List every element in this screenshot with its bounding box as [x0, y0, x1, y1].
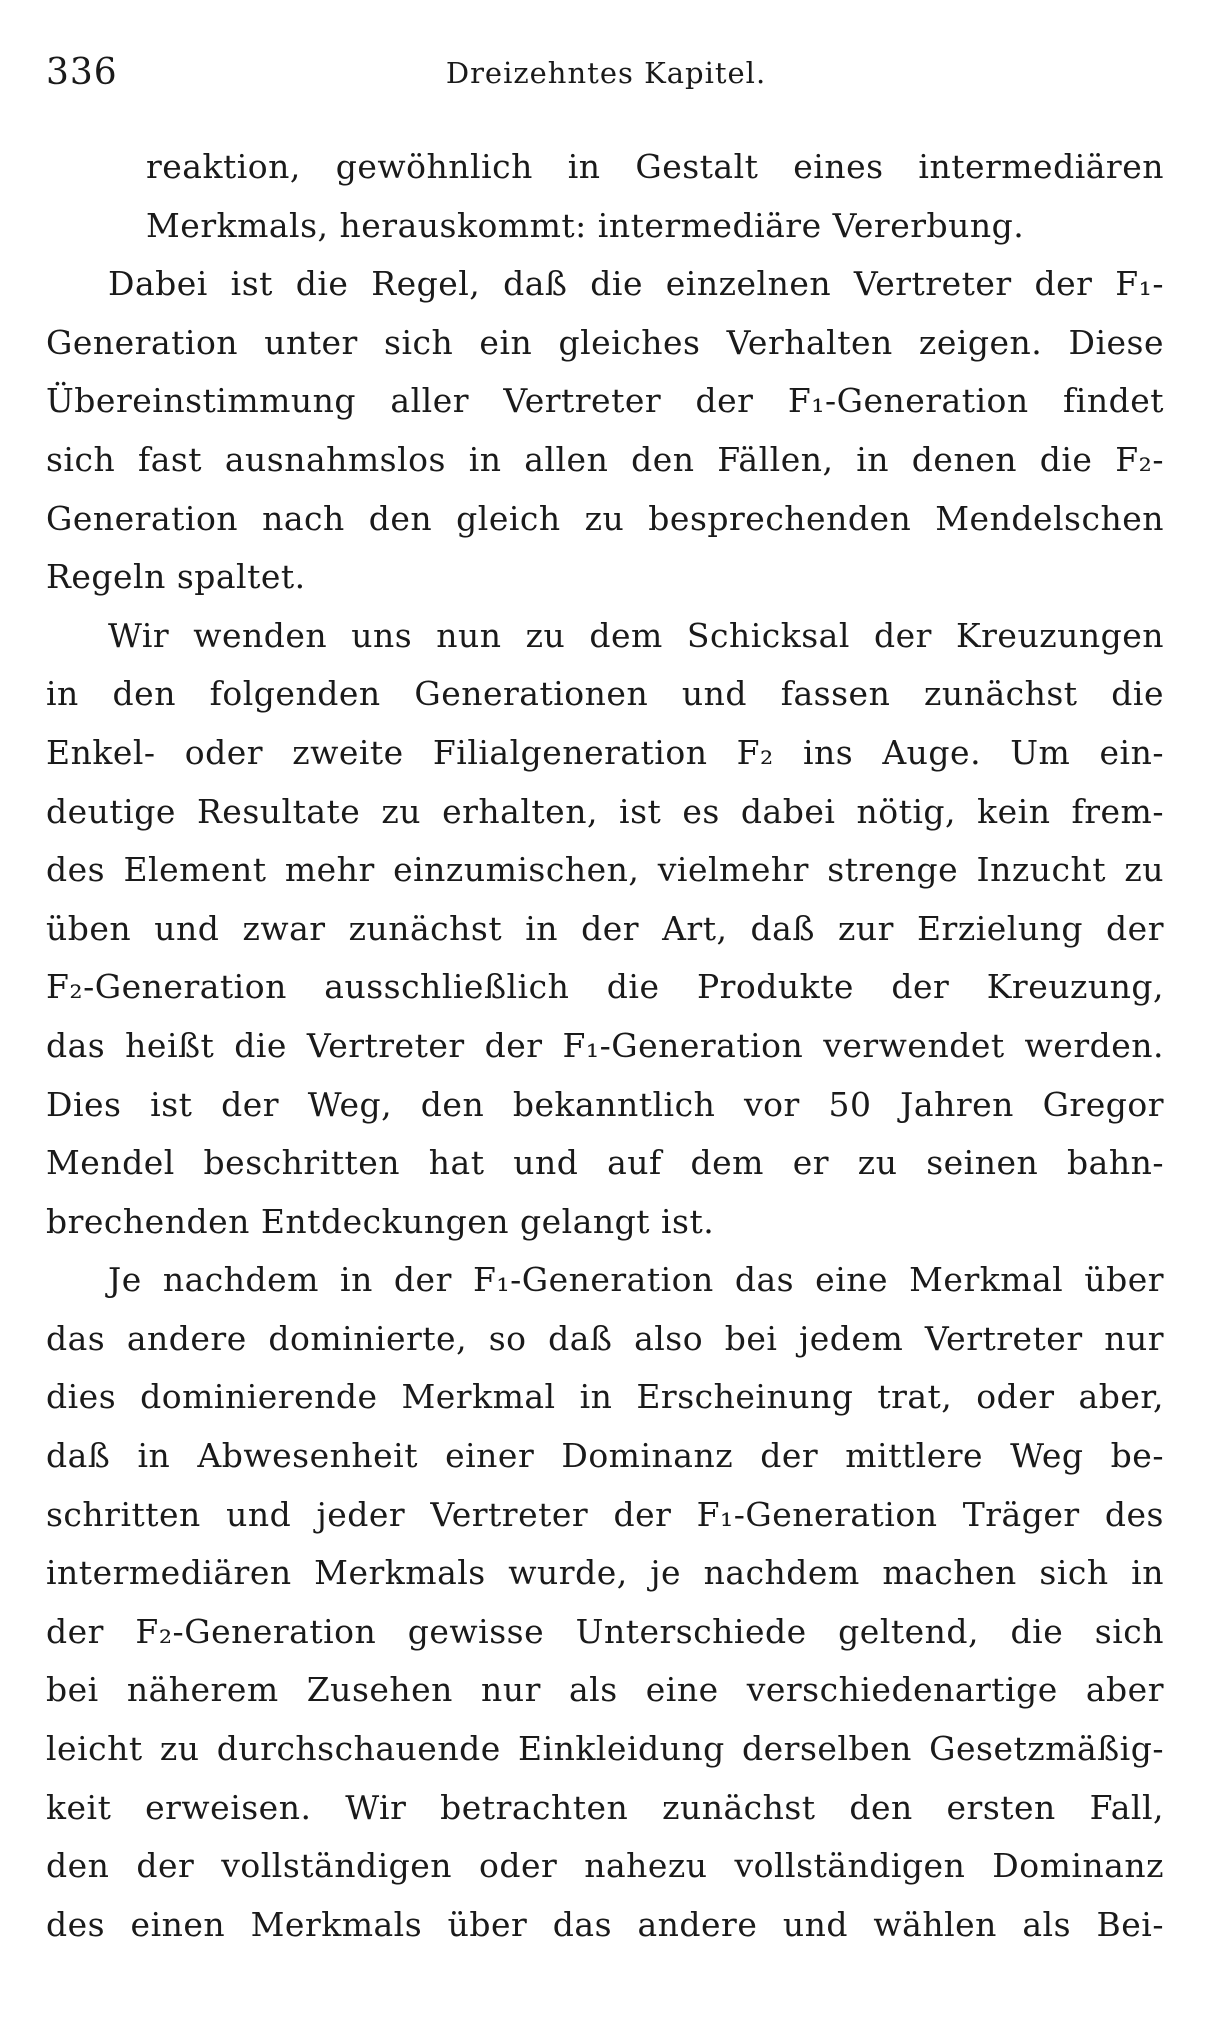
text-line: reaktion, gewöhnlich in Gestalt eines intermediären — [146, 147, 1164, 186]
page-number: 336 — [46, 52, 118, 93]
text-line: Dies ist der Weg, den bekanntlich vor 50 Jahren Gregor — [46, 1084, 1164, 1124]
text-line: Generation nach den gleich zu besprechenden Mendelschen — [46, 498, 1164, 538]
text-line: intermediären Merkmals wurde, je nachdem machen sich in — [46, 1553, 1164, 1593]
body-text — [46, 138, 1164, 1954]
text-line: sich fast ausnahmslos in allen den Fällen, in denen die F₂- — [46, 439, 1164, 479]
text-line: Übereinstimmung aller Vertreter der F₁-Generation findet — [46, 381, 1164, 421]
text-line: dies dominierende Merkmal in Erscheinung trat, oder aber, — [46, 1377, 1164, 1417]
running-title: Dreizehntes Kapitel. — [445, 56, 767, 90]
text-line: F₂-Generation ausschließlich die Produkte der Kreuzung, — [46, 967, 1164, 1007]
text-line: Mendel beschritten hat und auf dem er zu seinen bahn- — [46, 1143, 1164, 1183]
text-line: des einen Merkmals über das andere und wählen als Bei- — [46, 1904, 1164, 1944]
text-line: Dabei ist die Regel, daß die einzelnen Vertreter der F₁- — [108, 264, 1164, 304]
text-line: leicht zu durchschauende Einkleidung derselben Gesetzmäßig- — [46, 1729, 1164, 1769]
text-line: den der vollständigen oder nahezu vollständigen Dominanz — [46, 1846, 1164, 1886]
text-line: Je nachdem in der F₁-Generation das eine Merkmal über — [108, 1260, 1164, 1300]
text-line: Enkel- oder zweite Filialgeneration F₂ ins Auge. Um ein- — [46, 732, 1164, 772]
text-line: das heißt die Vertreter der F₁-Generation verwendet werden. — [46, 1025, 1164, 1065]
text-line: des Element mehr einzumischen, vielmehr strenge Inzucht zu — [46, 850, 1164, 890]
text-line: üben und zwar zunächst in der Art, daß zur Erzielung der — [46, 908, 1164, 948]
text-line: keit erweisen. Wir betrachten zunächst den ersten Fall, — [46, 1787, 1164, 1827]
text-line: Wir wenden uns nun zu dem Schicksal der Kreuzungen — [108, 615, 1164, 655]
text-line: in den folgenden Generationen und fassen zunächst die — [46, 674, 1164, 714]
text-line: das andere dominierte, so daß also bei jedem Vertreter nur — [46, 1318, 1164, 1358]
text-line: daß in Abwesenheit einer Dominanz der mittlere Weg be- — [46, 1436, 1164, 1476]
text-line: Regeln spaltet. — [46, 557, 306, 597]
text-line: Generation unter sich ein gleiches Verhalten zeigen. Diese — [46, 322, 1164, 362]
page-header — [46, 52, 1166, 102]
text-line: brechenden Entdeckungen gelangt ist. — [46, 1201, 715, 1241]
text-line: Merkmals, herauskommt: intermediäre Vererbung. — [146, 205, 1025, 245]
text-line: bei näherem Zusehen nur als eine verschiedenartige aber — [46, 1670, 1164, 1710]
text-line: der F₂-Generation gewisse Unterschiede geltend, die sich — [46, 1611, 1164, 1651]
text-line: deutige Resultate zu erhalten, ist es dabei nötig, kein frem- — [46, 791, 1164, 831]
text-line: schritten und jeder Vertreter der F₁-Generation Träger des — [46, 1494, 1164, 1534]
